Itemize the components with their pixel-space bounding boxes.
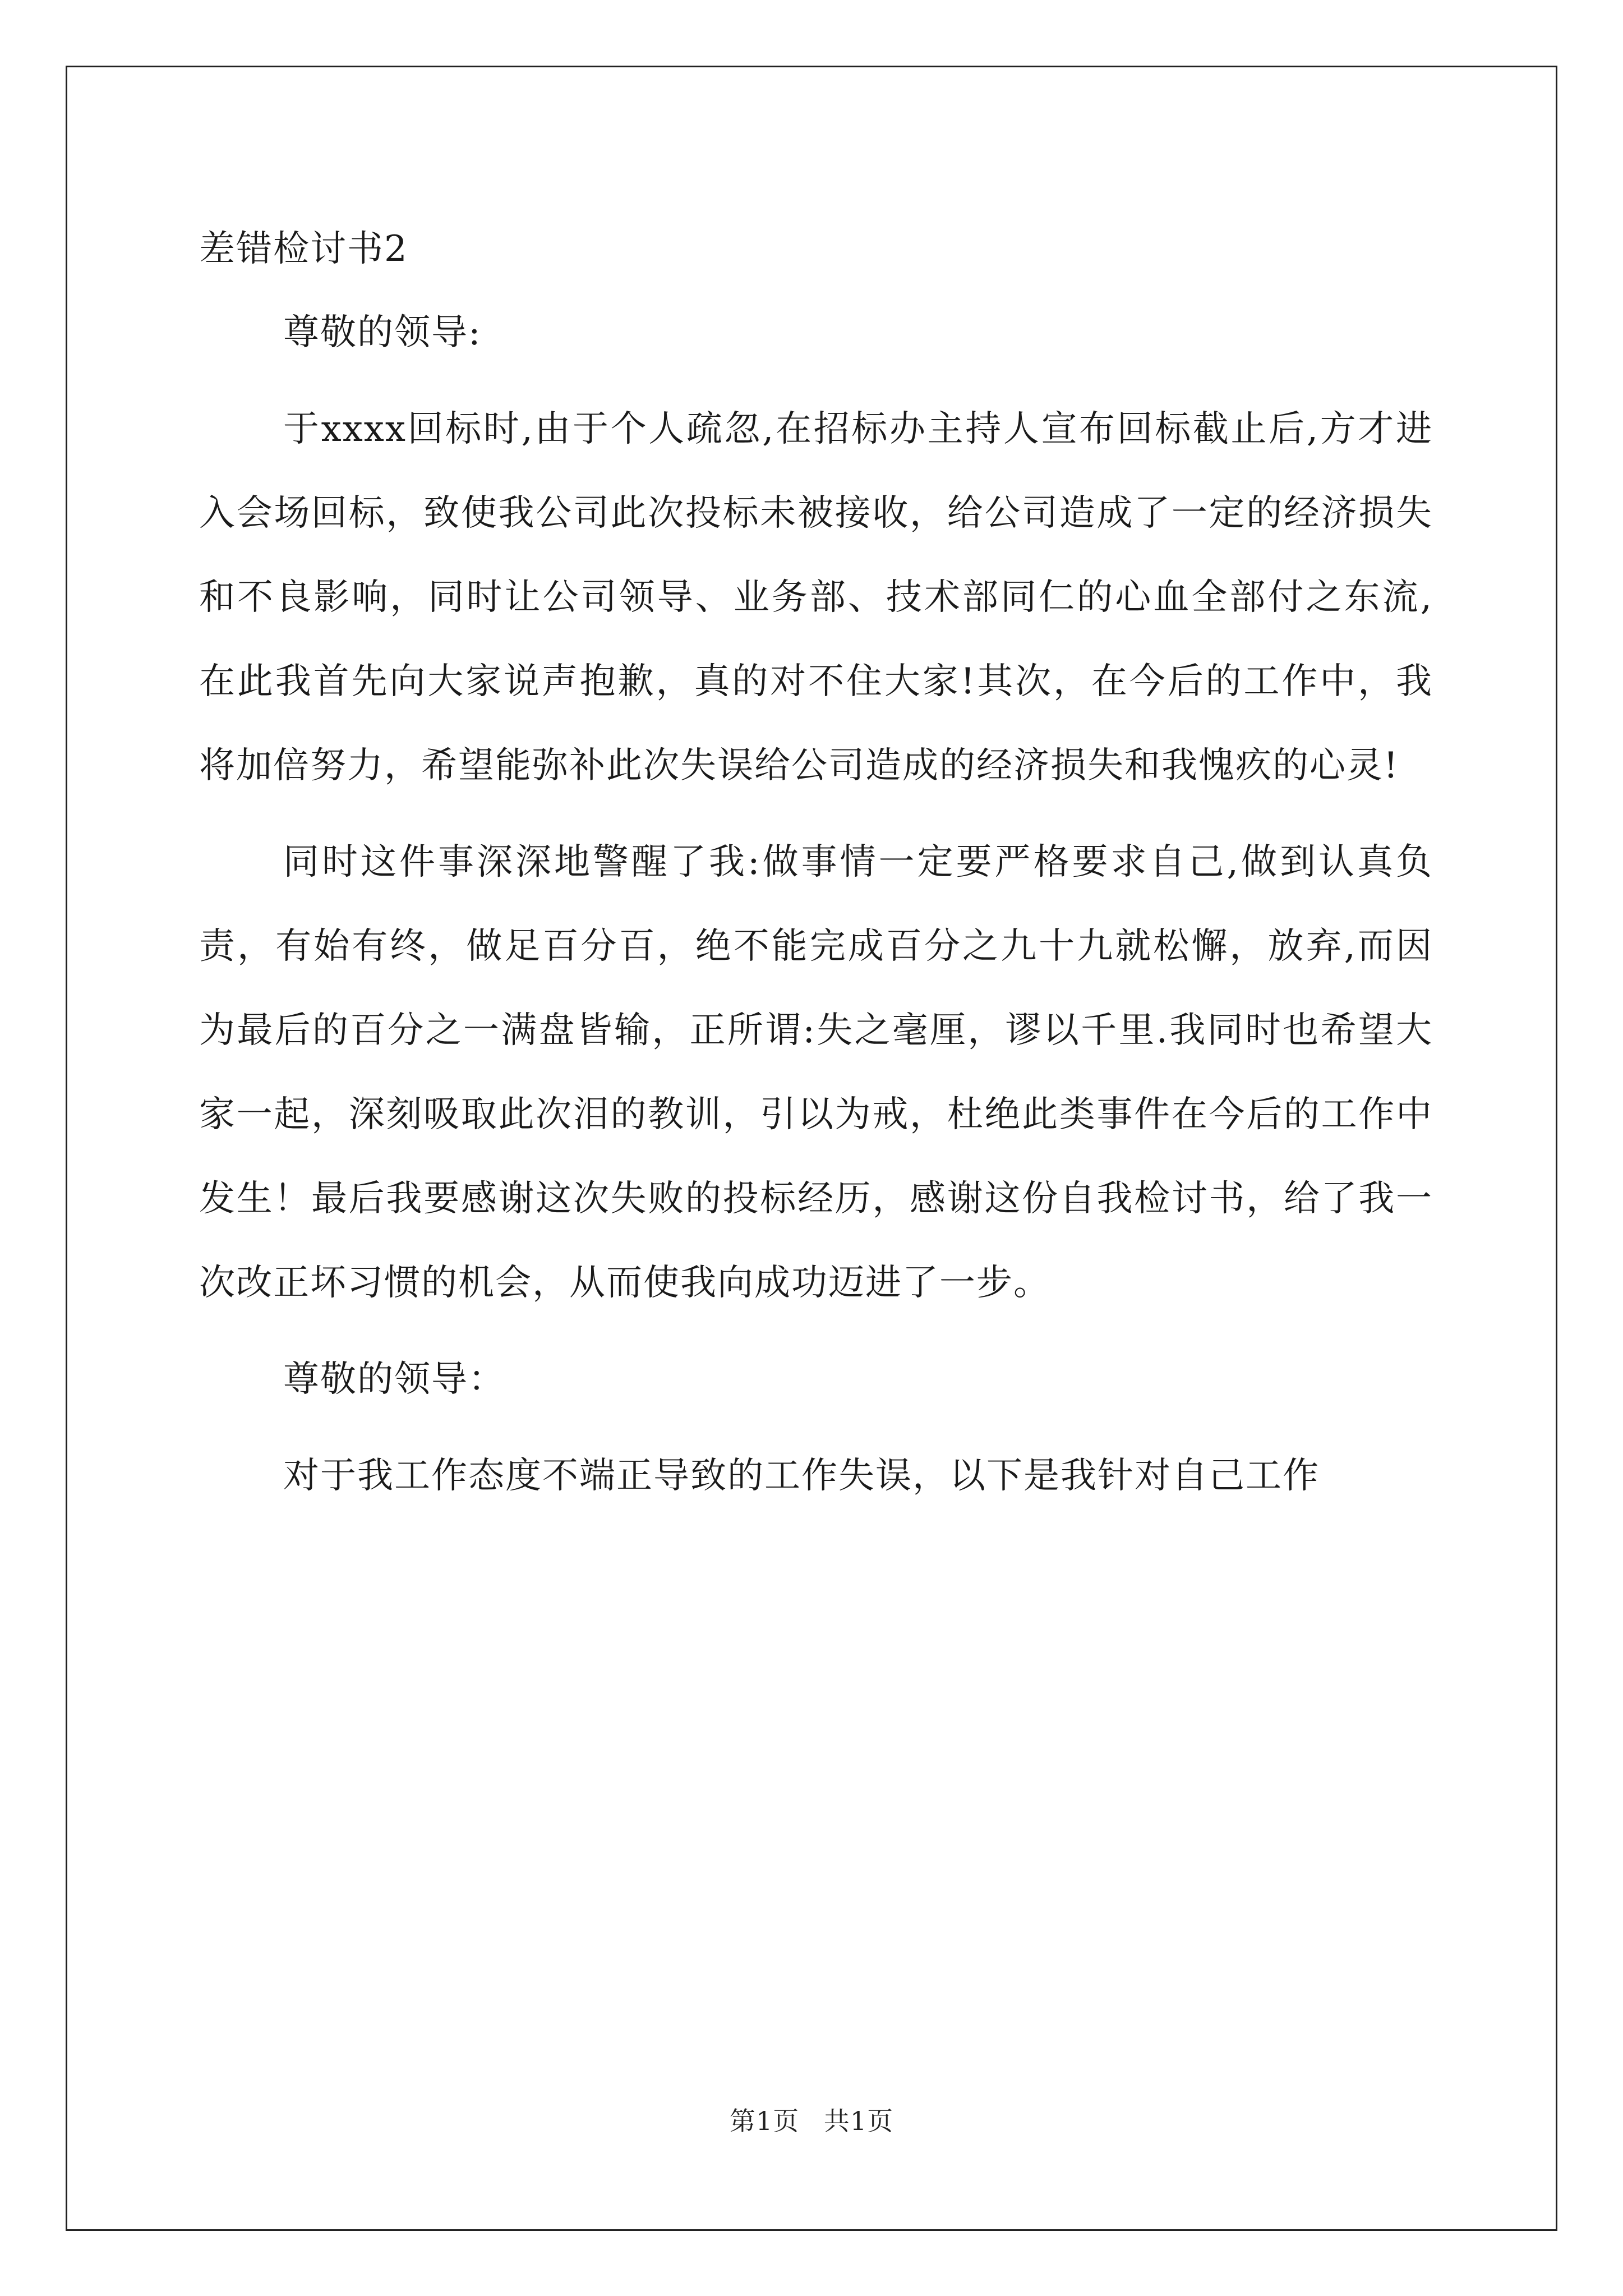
- page-number: 第1页: [729, 2106, 800, 2136]
- page-footer: [0, 2101, 1623, 2138]
- paragraph-reflection: 同时这件事深深地警醒了我:做事情一定要严格要求自己,做到认真负责，有始有终，做足百分百，绝不能完成百分之九十九就松懈，放弃,而因为最后的百分之一满盘皆输，正所谓:失之毫厘，谬以千里.我同时也希望大家一起，深刻吸取此次泪的教训，引以为戒，杜绝此类事件在今后的工作中发生！最后我要感谢这次失败的投标经历，感谢这份自我检讨书，给了我一次改正坏习惯的机会，从而使我向成功迈进了一步。: [199, 841, 1433, 1304]
- paragraph-second-letter: 对于我工作态度不端正导致的工作失误，以下是我针对自己工作: [283, 1455, 1320, 1497]
- document-body: [199, 208, 1433, 1530]
- salutation-1: 尊敬的领导:: [283, 312, 482, 353]
- page-total: 共1页: [823, 2106, 894, 2136]
- document-title: 差错检讨书2: [199, 228, 408, 270]
- salutation-2: 尊敬的领导：: [283, 1359, 505, 1400]
- paragraph-apology: 于xxxx回标时,由于个人疏忽,在招标办主持人宣布回标截止后,方才进入会场回标，致使我公司此次投标未被接收，给公司造成了一定的经济损失和不良影响，同时让公司领导、业务部、技术部同仁的心血全部付之东流,在此我首先向大家说声抱歉，真的对不住大家!其次，在今后的工作中，我将加倍努力，希望能弥补此次失误给公司造成的经济损失和我愧疚的心灵!: [199, 408, 1433, 786]
